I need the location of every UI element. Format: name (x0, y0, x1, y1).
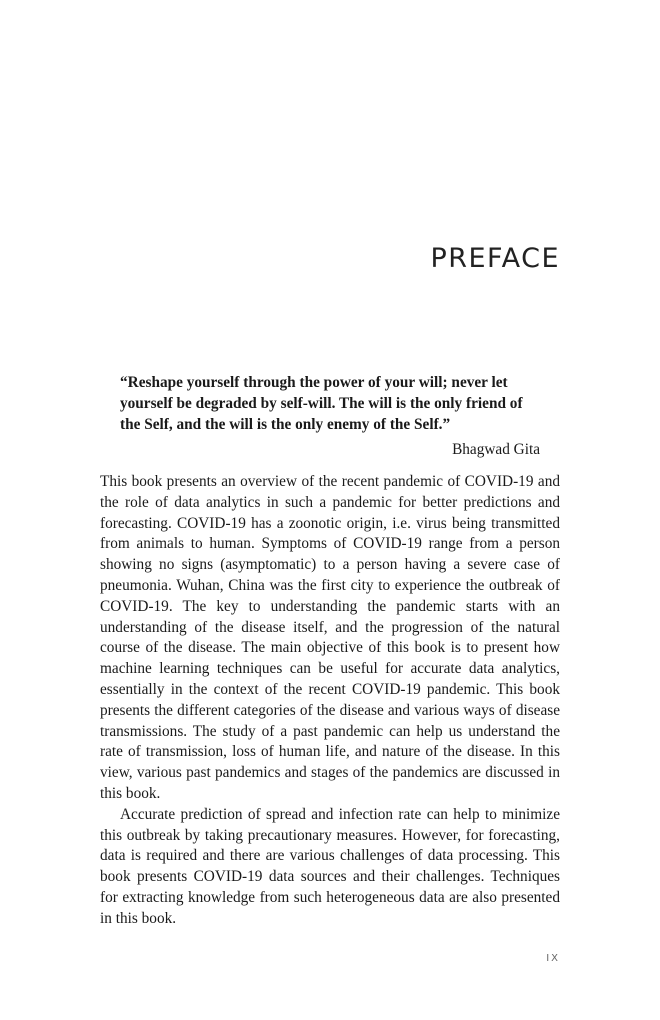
body-paragraph-1: This book presents an overview of the recent pandemic of COVID-19 and the role of data analytics in such a pandemic for better predictions and forecasting. COVID-19 has a zoonotic origin, i.e. virus being transmitted from animals to human. Symptoms of COVID-19 range from a person showing no signs (asymptomatic) to a person having a severe case of pneumonia. Wuhan, China was the first city to experience the outbreak of COVID-19. The key to understanding the pandemic starts with an understanding of the disease itself, and the progression of the natural course of the disease. The main objective of this book is to present how machine learning techniques can be useful for accurate data analytics, essentially in the context of the recent COVID-19 pandemic. This book presents the different categories of the disease and various ways of disease transmissions. The study of a past pandemic can help us understand the rate of transmission, loss of human life, and nature of the disease. In this view, various past pandemics and stages of the pandemics are discussed in this book. (100, 473, 560, 802)
page-title: PREFACE (430, 243, 560, 274)
page-number: IX (546, 953, 560, 964)
epigraph-quote: “Reshape yourself through the power of your will; never let yourself be degraded by self-will. The will is the only friend of the Self, and the will is the only enemy of the Self.” (120, 374, 523, 433)
preface-body (100, 472, 560, 930)
body-paragraph-2: Accurate prediction of spread and infection rate can help to minimize this outbreak by taking precautionary measures. However, for forecasting, data is required and there are various challenges of data processing. This book presents COVID-19 data sources and their challenges. Techniques for extracting knowledge from such heterogeneous data are also presented in this book. (100, 805, 560, 927)
epigraph (120, 372, 540, 460)
epigraph-attribution: Bhagwad Gita (452, 441, 540, 458)
